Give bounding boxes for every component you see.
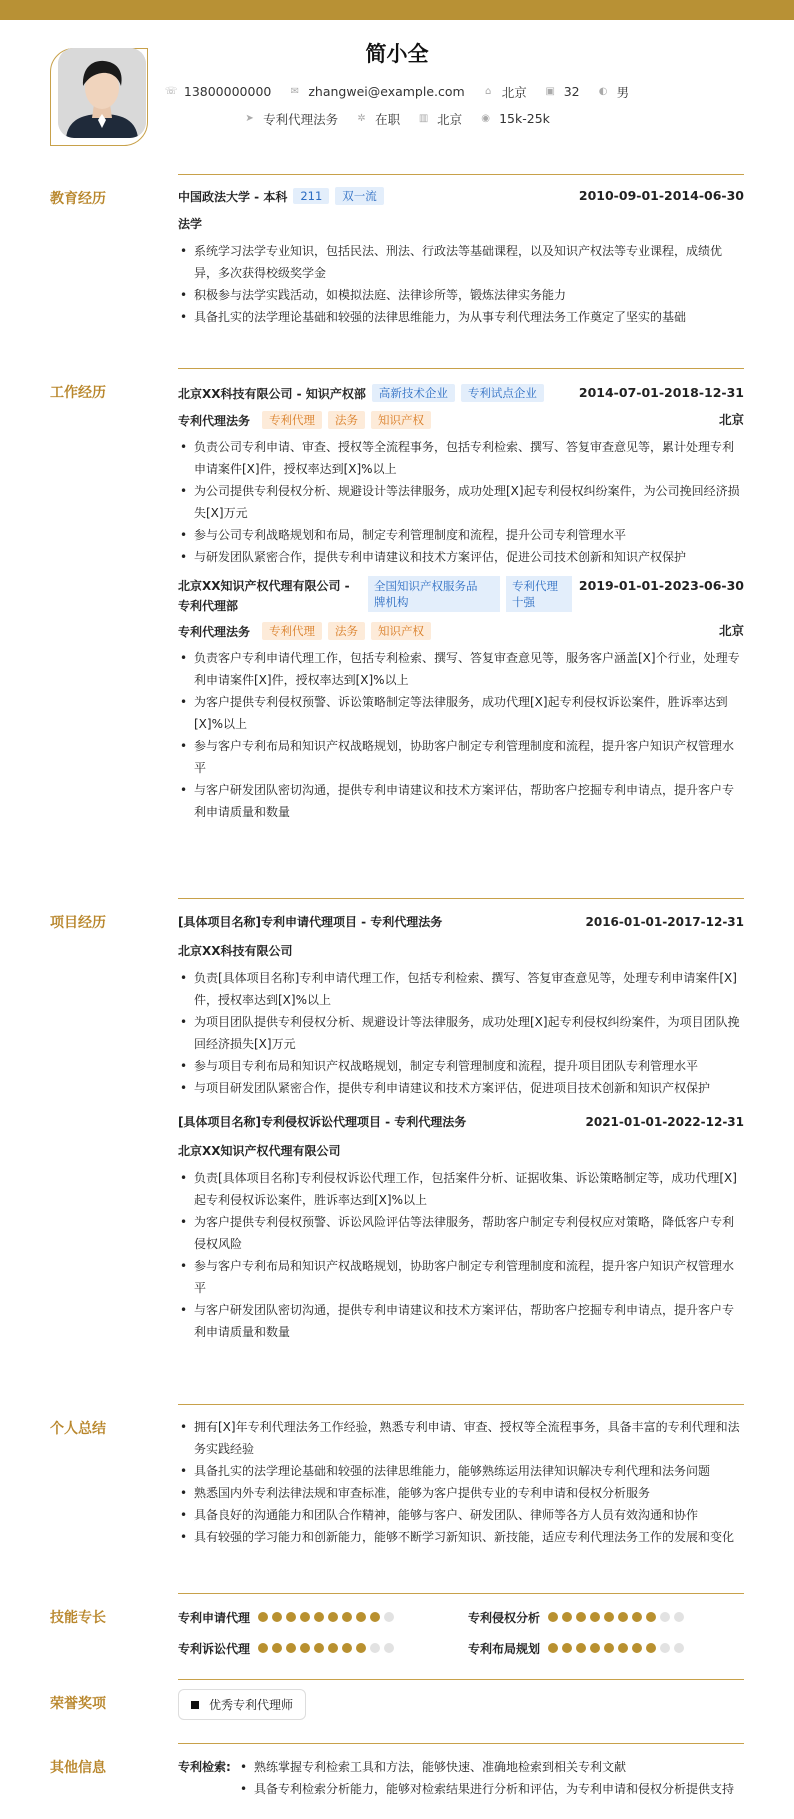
other-content	[178, 1756, 744, 1800]
section-title-awards: 荣誉奖项	[50, 1696, 106, 1712]
rating-dot-filled	[328, 1643, 338, 1653]
skill-rating	[548, 1611, 688, 1625]
list-item: • 具有较强的学习能力和创新能力，能够不断学习新知识、新技能，适应专利代理法务工作的发展和变化	[178, 1526, 744, 1548]
rating-dot-filled	[328, 1612, 338, 1622]
skill-rating	[258, 1611, 398, 1625]
work-city-text: 北京	[437, 111, 463, 127]
company-tag	[506, 576, 572, 612]
list-item: • 具备专利检索分析能力，能够对检索结果进行分析和评估，为专利申请和侵权分析提供支持	[238, 1778, 734, 1800]
work-content	[178, 383, 744, 823]
mail-icon: ✉	[290, 86, 300, 97]
rating-dot-filled	[590, 1643, 600, 1653]
award-text: 优秀专利代理师	[209, 1698, 294, 1712]
rating-dot-filled	[370, 1612, 380, 1622]
skill-item	[468, 1640, 744, 1657]
list-item: • 负责[具体项目名称]专利侵权诉讼代理工作，包括案件分析、证据收集、诉讼策略制定等，成功代理[X]起专利侵权诉讼案件，胜诉率达到[X]%以上	[178, 1167, 744, 1211]
building-icon: ▥	[418, 113, 429, 124]
company-tag	[368, 576, 500, 612]
city-item	[483, 83, 527, 101]
email-item	[289, 84, 464, 99]
list-item: • 参与客户专利布局和知识产权战略规划，协助客户制定专利管理制度和流程，提升客户知识产权管理水平	[178, 1255, 744, 1299]
list-item: • 为客户提供专利侵权预警、诉讼策略制定等法律服务，成功代理[X]起专利侵权诉讼案件，胜诉率达到[X]%以上	[178, 691, 744, 735]
other-label: 专利检索:	[178, 1760, 231, 1774]
list-item: • 具备扎实的法学理论基础和较强的法律思维能力，能够熟练运用法律知识解决专利代理和法务问题	[178, 1460, 744, 1482]
list-item: • 参与公司专利战略规划和布局，制定专利管理制度和流程，提升公司专利管理水平	[178, 524, 744, 546]
company-tag-line: 专利代理	[512, 579, 558, 593]
company-tag: 高新技术企业	[372, 384, 455, 402]
rating-dot-filled	[300, 1612, 310, 1622]
company-tag-line: 十强	[512, 595, 535, 609]
age-item	[545, 84, 580, 99]
status-text: 在职	[375, 111, 401, 127]
rating-dot-filled	[272, 1612, 282, 1622]
work-header	[178, 383, 744, 403]
project-company: 北京XX知识产权代理有限公司	[178, 1144, 341, 1158]
skill-rating	[258, 1642, 398, 1656]
rating-dot-empty	[660, 1643, 670, 1653]
job-tag: 专利代理	[262, 411, 322, 429]
other-row	[178, 1756, 744, 1800]
rating-dot-filled	[548, 1612, 558, 1622]
rating-dot-filled	[548, 1643, 558, 1653]
company-name: 北京XX科技有限公司 - 知识产权部	[178, 386, 366, 401]
list-item: • 拥有[X]年专利代理法务工作经验，熟悉专利申请、审查、授权等全流程事务，具备丰富的专利代理和法务实践经验	[178, 1416, 744, 1460]
work-date: 2019-01-01-2023-06-30	[578, 578, 744, 593]
rating-dot-filled	[342, 1612, 352, 1622]
job-location: 北京	[718, 412, 744, 427]
project-name: [具体项目名称]专利侵权诉讼代理项目 - 专利代理法务	[178, 1115, 467, 1129]
skill-name: 专利诉讼代理	[178, 1642, 251, 1656]
company-name-line: 专利代理部	[178, 599, 239, 613]
list-item: • 具备良好的沟通能力和团队合作精神，能够与客户、研发团队、律师等各方人员有效沟通和协作	[178, 1504, 744, 1526]
work-bullets	[178, 436, 744, 568]
skill-name: 专利布局规划	[468, 1642, 541, 1656]
coin-icon: ◉	[481, 113, 490, 124]
rating-dot-filled	[562, 1612, 572, 1622]
rating-dot-filled	[314, 1643, 324, 1653]
list-item: • 为公司提供专利侵权分析、规避设计等法律服务，成功处理[X]起专利侵权纠纷案件，为公司挽回经济损失[X]万元	[178, 480, 744, 524]
position-item	[244, 110, 338, 128]
job-title: 专利代理法务	[178, 624, 251, 639]
rating-dot-filled	[618, 1643, 628, 1653]
home-icon: ⌂	[485, 86, 492, 97]
education-tag: 211	[293, 188, 329, 204]
section-divider	[178, 1679, 744, 1680]
gender-text: 男	[616, 84, 630, 100]
rating-dot-empty	[660, 1612, 670, 1622]
list-item: • 与项目研发团队紧密合作，提供专利申请建议和技术方案评估，促进项目技术创新和知识产权保护	[178, 1077, 744, 1099]
rating-dot-empty	[674, 1612, 684, 1622]
calendar-icon: ▣	[545, 86, 555, 97]
list-item: • 熟练掌握专利检索工具和方法，能够快速、准确地检索到相关专利文献	[238, 1756, 734, 1778]
phone-icon: ☏	[164, 86, 178, 97]
rating-dot-filled	[342, 1643, 352, 1653]
section-divider	[178, 174, 744, 175]
rating-dot-filled	[604, 1612, 614, 1622]
age-text: 32	[563, 84, 580, 99]
job-tag: 知识产权	[371, 622, 431, 640]
list-item: • 与研发团队紧密合作，提供专利申请建议和技术方案评估，促进公司技术创新和知识产权保护	[178, 546, 744, 568]
project-date: 2016-01-01-2017-12-31	[585, 915, 744, 929]
list-item: • 与客户研发团队密切沟通，提供专利申请建议和技术方案评估，帮助客户挖掘专利申请点，提升客户专利申请质量和数量	[178, 1299, 744, 1343]
skill-name: 专利申请代理	[178, 1611, 251, 1625]
education-tag: 双一流	[335, 187, 384, 205]
job-tag: 法务	[328, 622, 365, 640]
list-item: • 为项目团队提供专利侵权分析、规避设计等法律服务，成功处理[X]起专利侵权纠纷案件，为项目团队挽回经济损失[X]万元	[178, 1011, 744, 1055]
company-name	[178, 576, 350, 616]
rating-dot-filled	[576, 1612, 586, 1622]
job-tag: 专利代理	[262, 622, 322, 640]
work-city-item	[418, 110, 462, 128]
work-date: 2014-07-01-2018-12-31	[578, 385, 744, 400]
education-date: 2010-09-01-2014-06-30	[578, 188, 744, 203]
work-title-row	[178, 621, 744, 641]
rating-dot-filled	[646, 1643, 656, 1653]
section-title-other: 其他信息	[50, 1760, 106, 1776]
skill-item	[178, 1609, 468, 1626]
job-tag: 知识产权	[371, 411, 431, 429]
rating-dot-filled	[618, 1612, 628, 1622]
summary-bullets	[178, 1416, 744, 1548]
job-tag: 法务	[328, 411, 365, 429]
rating-dot-filled	[590, 1612, 600, 1622]
section-divider	[178, 1593, 744, 1594]
rating-dot-filled	[576, 1643, 586, 1653]
rating-dot-filled	[632, 1643, 642, 1653]
email-text: zhangwei@example.com	[308, 84, 465, 99]
contact-row	[0, 82, 794, 101]
list-item: • 熟悉国内外专利法律法规和审查标准，能够为客户提供专业的专利申请和侵权分析服务	[178, 1482, 744, 1504]
work-title-row	[178, 410, 744, 430]
section-title-projects: 项目经历	[50, 915, 106, 931]
section-divider	[178, 1404, 744, 1405]
list-item: • 负责[具体项目名称]专利申请代理工作，包括专利检索、撰写、答复审查意见等，处理专利申请案件[X]件，授权率达到[X]%以上	[178, 967, 744, 1011]
section-title-skills: 技能专长	[50, 1610, 106, 1626]
section-divider	[178, 368, 744, 369]
rating-dot-filled	[314, 1612, 324, 1622]
phone-item	[165, 84, 271, 99]
education-content	[178, 186, 744, 328]
rating-dot-filled	[646, 1612, 656, 1622]
rating-dot-empty	[384, 1612, 394, 1622]
list-item: • 参与客户专利布局和知识产权战略规划，协助客户制定专利管理制度和流程，提升客户知识产权管理水平	[178, 735, 744, 779]
city-text: 北京	[501, 84, 527, 100]
list-item: • 负责公司专利申请、审查、授权等全流程事务，包括专利检索、撰写、答复审查意见等，累计处理专利申请案件[X]件，授权率达到[X]%以上	[178, 436, 744, 480]
major: 法学	[178, 217, 203, 231]
skill-name: 专利侵权分析	[468, 1611, 541, 1625]
job-location: 北京	[718, 623, 744, 638]
project-date: 2021-01-01-2022-12-31	[585, 1115, 744, 1129]
summary-content	[178, 1416, 744, 1548]
project-bullets	[178, 967, 744, 1099]
projects-content	[178, 912, 744, 1343]
project-bullets	[178, 1167, 744, 1343]
skill-rating	[548, 1642, 688, 1656]
school-name: 中国政法大学 - 本科	[178, 189, 288, 204]
position-text: 专利代理法务	[263, 111, 339, 127]
project-header	[178, 1112, 744, 1132]
education-bullets	[178, 240, 744, 328]
section-divider	[178, 1743, 744, 1744]
skill-grid	[178, 1609, 744, 1657]
salary-text: 15k-25k	[499, 111, 550, 126]
phone-text: 13800000000	[183, 84, 272, 99]
rating-dot-filled	[258, 1643, 268, 1653]
rating-dot-filled	[562, 1643, 572, 1653]
project-company: 北京XX科技有限公司	[178, 944, 293, 958]
rating-dot-empty	[384, 1643, 394, 1653]
section-title-summary: 个人总结	[50, 1421, 106, 1437]
award-badge	[178, 1689, 306, 1720]
rating-dot-empty	[674, 1643, 684, 1653]
section-title-education: 教育经历	[50, 191, 106, 207]
gender-item	[598, 83, 630, 101]
rating-dot-filled	[604, 1643, 614, 1653]
skill-item	[178, 1640, 468, 1657]
rating-dot-filled	[286, 1643, 296, 1653]
gender-icon: ◐	[598, 86, 608, 97]
list-item: • 负责客户专利申请代理工作，包括专利检索、撰写、答复审查意见等，服务客户涵盖[X]个行业，处理专利申请案件[X]件，授权率达到[X]%以上	[178, 647, 744, 691]
list-item: • 系统学习法学专业知识，包括民法、刑法、行政法等基础课程，以及知识产权法等专业课程，成绩优异，多次获得校级奖学金	[178, 240, 744, 284]
project-name: [具体项目名称]专利申请代理项目 - 专利代理法务	[178, 915, 443, 929]
company-name-line: 北京XX知识产权代理有限公司 -	[178, 579, 350, 593]
company-tag-line: 全国知识产权服务品	[374, 579, 478, 593]
company-tag: 专利试点企业	[461, 384, 544, 402]
list-item: • 为客户提供专利侵权预警、诉讼风险评估等法律服务，帮助客户制定专利侵权应对策略，降低客户专利侵权风险	[178, 1211, 744, 1255]
list-item: • 具备扎实的法学理论基础和较强的法律思维能力，为从事专利代理法务工作奠定了坚实的基础	[178, 306, 744, 328]
project-header	[178, 912, 744, 932]
top-accent-bar	[0, 0, 794, 20]
rating-dot-filled	[300, 1643, 310, 1653]
list-item: • 参与项目专利布局和知识产权战略规划，制定专利管理制度和流程，提升项目团队专利管理水平	[178, 1055, 744, 1077]
square-bullet-icon	[191, 1701, 199, 1709]
other-bullets	[238, 1756, 734, 1800]
status-item	[356, 110, 400, 128]
work-header-2	[178, 576, 744, 616]
skill-item	[468, 1609, 744, 1626]
work-bullets	[178, 647, 744, 823]
job-intent-row	[0, 109, 794, 128]
section-divider	[178, 898, 744, 899]
rating-dot-empty	[370, 1643, 380, 1653]
gear-icon: ✲	[357, 113, 366, 124]
list-item: • 与客户研发团队密切沟通，提供专利申请建议和技术方案评估，帮助客户挖掘专利申请点，提升客户专利申请质量和数量	[178, 779, 744, 823]
rating-dot-filled	[632, 1612, 642, 1622]
send-icon: ➤	[245, 113, 254, 124]
rating-dot-filled	[286, 1612, 296, 1622]
rating-dot-filled	[356, 1643, 366, 1653]
candidate-name: 简小全	[365, 42, 429, 66]
awards-content	[178, 1689, 744, 1720]
job-title: 专利代理法务	[178, 413, 251, 428]
rating-dot-filled	[272, 1643, 282, 1653]
education-header	[178, 186, 744, 206]
skills-content	[178, 1609, 744, 1657]
rating-dot-filled	[258, 1612, 268, 1622]
list-item: • 积极参与法学实践活动，如模拟法庭、法律诊所等，锻炼法律实务能力	[178, 284, 744, 306]
company-tag-line: 牌机构	[374, 595, 409, 609]
salary-item	[480, 111, 550, 126]
section-title-work: 工作经历	[50, 385, 106, 401]
rating-dot-filled	[356, 1612, 366, 1622]
